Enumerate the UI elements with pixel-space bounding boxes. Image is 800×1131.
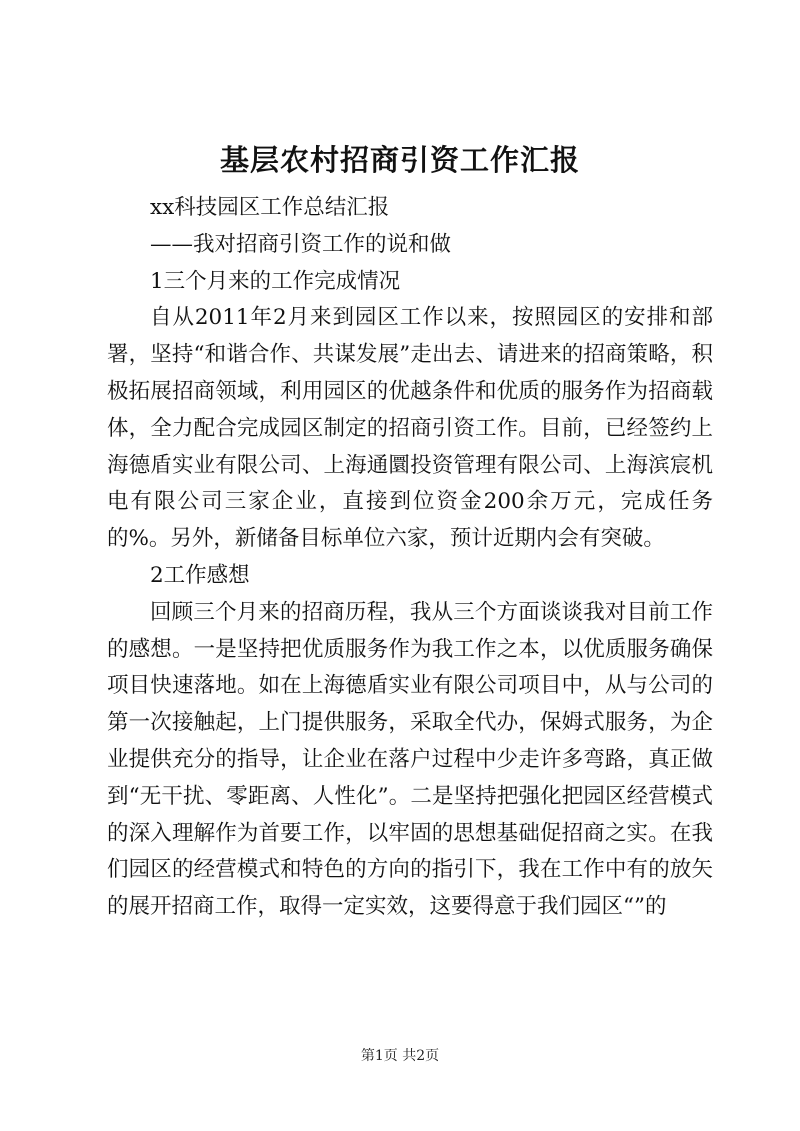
paragraph-work-completion: 自从2011年2月来到园区工作以来，按照园区的安排和部署，坚持“和谐合作、共谋发展”走出去、请进来的招商策略，积极拓展招商领域，利用园区的优越条件和优质的服务作为招商载体，全力配合完成园区制定的招商引资工作。目前，已经签约上海德盾实业有限公司、上海通圜投资管理有限公司、上海滨宸机电有限公司三家企业，直接到位资金200余万元，完成任务的%。另外，新储备目标单位六家，预计近期内会有突破。	[107, 305, 713, 552]
paragraph-work-thoughts: 回顾三个月来的招商历程，我从三个方面谈谈我对目前工作的感想。一是坚持把优质服务作为我工作之本，以优质服务确保项目快速落地。如在上海德盾实业有限公司项目中，从与公司的第一次接触起，上门提供服务，采取全代办，保姆式服务，为企业提供充分的指导，让企业在落户过程中少走许多弯路，真正做到“无干扰、零距离、人性化”。二是坚持把强化把园区经营模式的深入理解作为首要工作，以牢固的思想基础促招商之实。在我们园区的经营模式和特色的方向的指引下，我在工作中有的放矢的展开招商工作，取得一定实效，这要得意于我们园区“”的	[107, 599, 713, 920]
subtitle-dash-line: ——我对招商引资工作的说和做	[150, 231, 452, 257]
subtitle-line: xx科技园区工作总结汇报	[150, 195, 390, 220]
section-heading-2: 2工作感想	[150, 562, 250, 588]
document-title: 基层农村招商引资工作汇报	[219, 143, 580, 177]
section-heading-1: 1三个月来的工作完成情况	[150, 268, 401, 294]
document-body	[107, 190, 713, 926]
page-number-footer: 第1页 共2页	[360, 1048, 440, 1064]
